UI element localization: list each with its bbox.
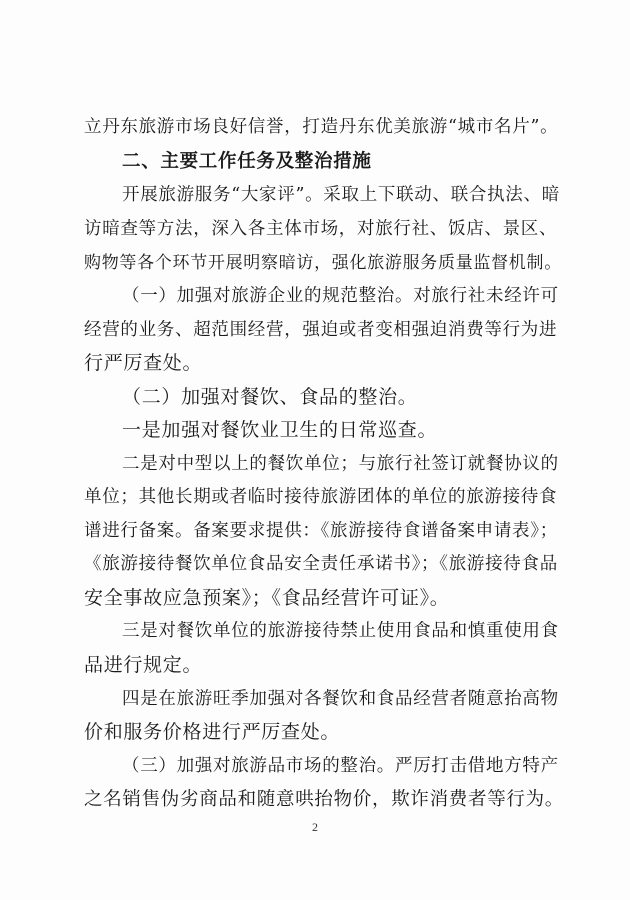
body-line: 安全事故应急预案》；《食品经营许可证》。: [84, 587, 450, 609]
paragraph-first-line: 四是在旅游旺季加强对各餐饮和食品经营者随意抬高物: [122, 689, 559, 709]
page-number: 2: [312, 820, 318, 834]
paragraph-first-line: 二是对中型以上的餐饮单位；与旅行社签订就餐协议的: [122, 454, 559, 474]
body-line: 访暗查等方法，深入各主体市场，对旅行社、饭店、景区、: [84, 219, 558, 239]
body-line: 谱进行备案。备案要求提供：《旅游接待食谱备案申请表》；: [84, 521, 558, 541]
paragraph-first-line: 一是加强对餐饮业卫生的日常巡查。: [122, 419, 438, 441]
body-line: 购物等各个环节开展明察暗访，强化旅游服务质量监督机制。: [84, 253, 562, 273]
paragraph-first-line: （二）加强对餐饮、食品的整治。: [122, 386, 418, 408]
body-line: 立丹东旅游市场良好信誉，打造丹东优美旅游“城市名片”。: [84, 117, 559, 137]
body-line: 价和服务价格进行严厉查处。: [84, 721, 341, 743]
body-line: 之名销售伪劣商品和随意哄抬物价，欺诈消费者等行为。: [84, 789, 565, 810]
paragraph-first-line: 开展旅游服务“大家评”。采取上下联动、联合执法、暗: [122, 185, 560, 205]
body-line: 行严厉查处。: [84, 352, 203, 374]
paragraph-first-line: 三是对餐饮单位的旅游接待禁止使用食品和慎重使用食: [122, 621, 559, 641]
paragraph-first-line: （一）加强对旅游企业的规范整治。对旅行社未经许可: [122, 286, 559, 306]
body-line: 品进行规定。: [84, 654, 203, 676]
body-line: 《旅游接待餐饮单位食品安全责任承诺书》；《旅游接待食品: [84, 554, 558, 574]
section-heading: 二、主要工作任务及整治措施: [122, 151, 372, 172]
paragraph-first-line: （三）加强对旅游品市场的整治。严厉打击借地方特产: [122, 756, 559, 776]
body-line: 单位；其他长期或者临时接待旅游团体的单位的旅游接待食: [84, 487, 558, 507]
body-line: 经营的业务、超范围经营，强迫或者变相强迫消费等行为进: [84, 320, 558, 340]
